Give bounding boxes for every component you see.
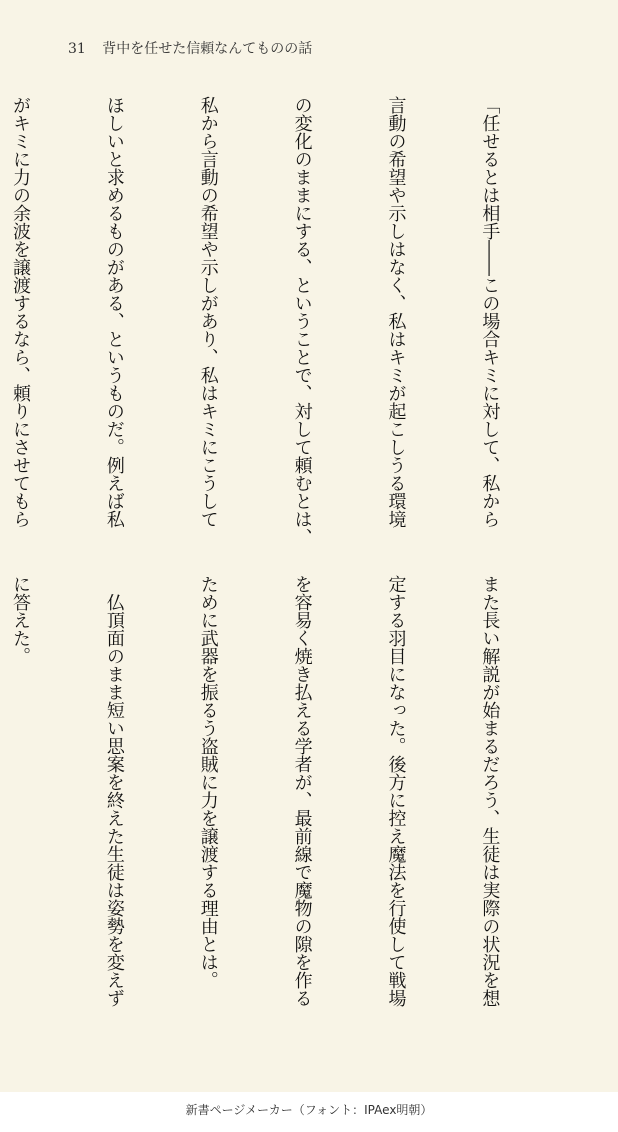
text-line: 私から言動の希望や示しがあり、私はキミにこうして — [197, 96, 219, 528]
text-line: を容易く焼き払える学者が、最前線で魔物の隙を作る — [291, 575, 313, 1007]
text-line: また長い解説が始まるだろう、生徒は実際の状況を想 — [479, 575, 501, 1007]
text-line: の変化のままにする、ということで、対して頼むとは、 — [291, 96, 313, 546]
chapter-title: 背中を任せた信頼なんてものの話 — [102, 41, 313, 57]
page-header — [68, 38, 312, 58]
page-number: 31 — [68, 41, 86, 57]
text-line: 仏頂面のまま短い思案を終えた生徒は姿勢を変えず — [103, 575, 125, 1007]
text-block-bottom — [0, 575, 568, 1007]
text-line: がキミに力の余波を譲渡するなら、頼りにさせてもら — [9, 96, 31, 528]
text-line: ために武器を振るう盗賊に力を譲渡する理由とは。 — [197, 575, 219, 989]
text-line: 定する羽目になった。後方に控え魔法を行使して戦場 — [385, 575, 407, 1007]
text-line: 「任せるとは相手――この場合キミに対して、私から — [479, 96, 501, 528]
text-line: 言動の希望や示しはなく、私はキミが起こしうる環境 — [385, 96, 407, 528]
text-line: ほしいと求めるものがある、というものだ。例えば私 — [103, 96, 125, 528]
footer-credit: 新書ページメーカー（フォント：IPAex明朝） — [185, 1103, 433, 1117]
text-line: に答えた。 — [9, 575, 31, 665]
text-block-top — [0, 96, 568, 546]
